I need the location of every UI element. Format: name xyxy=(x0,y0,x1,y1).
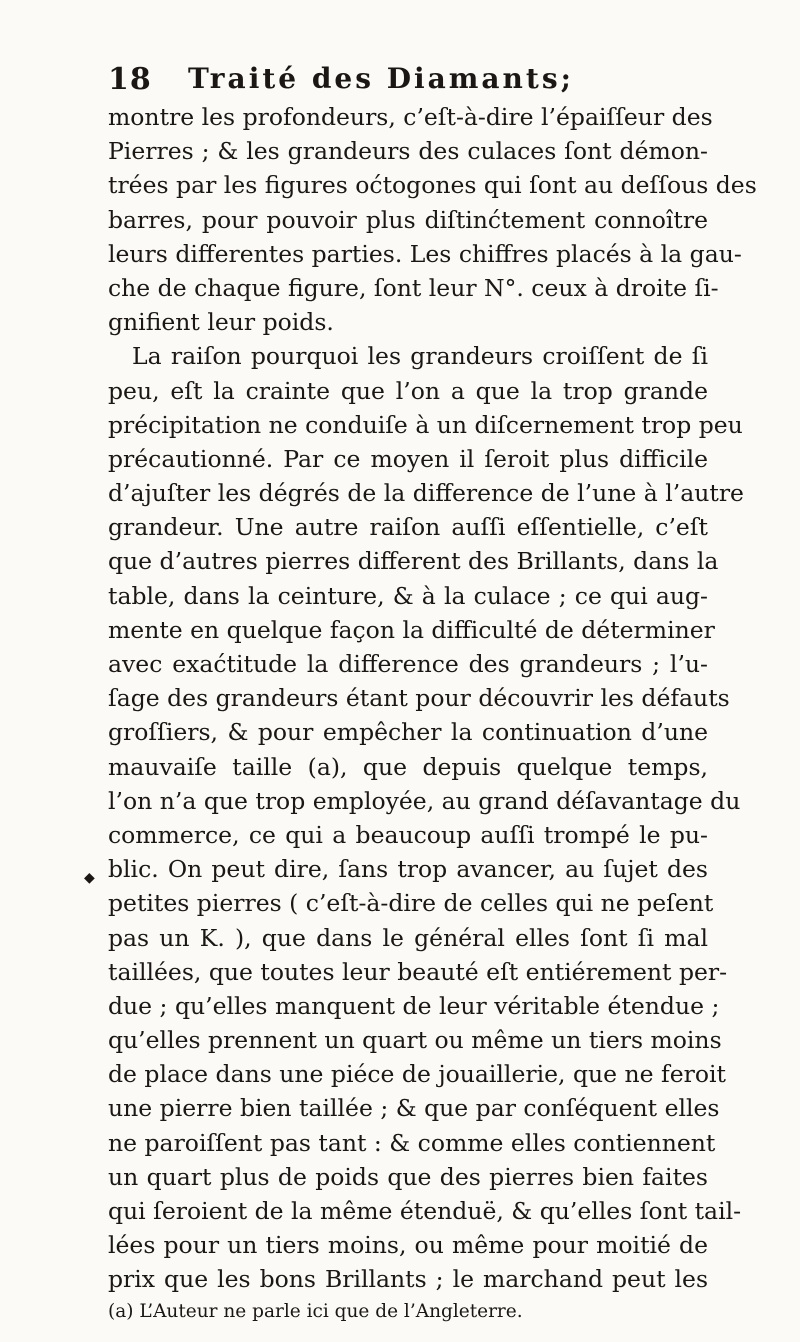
text-line: prix que les bons Brillants ; le marchand peut les xyxy=(108,1265,708,1294)
text-line: table, dans la ceinture, & à la culace ; ce qui aug- xyxy=(108,581,708,610)
text-line: l’on n’a que trop employée, au grand déſavantage du xyxy=(108,786,741,815)
text-line: montre les profondeurs, c’eſt-à-dire l’épaiſſeur des xyxy=(108,103,713,131)
text-line: une pierre bien taillée ; & que par conſéquent elles xyxy=(108,1094,720,1123)
text-line: un quart plus de poids que des pierres bien faites xyxy=(108,1162,708,1191)
text-line: blic. On peut dire, ſans trop avancer, au ſujet des xyxy=(108,855,708,884)
text-line: petites pierres ( c’eſt-à-dire de celles qui ne peſent xyxy=(108,889,714,918)
text-line: due ; qu’elles manquent de leur véritable étendue ; xyxy=(108,991,720,1020)
text-line: ne paroiſſent pas tant : & comme elles contiennent xyxy=(108,1128,716,1157)
text-line: mauvaiſe taille (a), que depuis quelque temps, xyxy=(108,752,708,781)
page-header xyxy=(108,62,668,102)
text-line: qu’elles prennent un quart ou même un tiers moins xyxy=(108,1026,722,1055)
text-line: gnifient leur poids. xyxy=(108,308,334,337)
text-line: pas un K. ), que dans le général elles ſont ſi mal xyxy=(108,923,708,952)
text-line: avec exaćtitude la difference des grandeurs ; l’u- xyxy=(108,650,708,678)
text-line: que d’autres pierres different des Brillants, dans la xyxy=(108,547,719,576)
text-line: groſſiers, & pour empêcher la continuation d’une xyxy=(108,718,708,747)
text-line: d’ajuſter les dégrés de la difference de l’une à l’autre xyxy=(108,479,744,508)
text-line: trées par les figures oćtogones qui ſont au deſſous des xyxy=(108,171,757,200)
text-line: Pierres ; & les grandeurs des culaces ſont démon- xyxy=(108,137,708,166)
footnote: (a) L’Auteur ne parle ici que de l’Angleterre. xyxy=(108,1300,523,1322)
page-number: 18 xyxy=(108,62,152,97)
margin-mark: ◆ xyxy=(84,870,95,886)
text-line: qui ſeroient de la même étenduë, & qu’elles ſont tail- xyxy=(108,1197,742,1225)
text-line: commerce, ce qui a beaucoup auſſi trompé le pu- xyxy=(108,820,708,849)
text-line: précautionné. Par ce moyen il ſeroit plus difficile xyxy=(108,444,708,473)
text-line: précipitation ne conduiſe à un diſcernement trop peu xyxy=(108,410,743,439)
text-line: taillées, que toutes leur beauté eſt entiérement per- xyxy=(108,957,728,986)
running-title: Traité des Diamants; xyxy=(188,62,574,95)
text-line: de place dans une piéce de jouaillerie, que ne feroit xyxy=(108,1060,726,1089)
text-line: ſage des grandeurs étant pour découvrir les défauts xyxy=(108,684,730,713)
body-text xyxy=(108,100,757,1327)
paragraph-start-line: La raiſon pourquoi les grandeurs croiſſent de ſi xyxy=(132,342,708,371)
text-line: grandeur. Une autre raiſon auſſi eſſentielle, c’eſt xyxy=(108,513,708,542)
text-line: barres, pour pouvoir plus diſtinćtement connoître xyxy=(108,205,708,234)
text-line: peu, eſt la crainte que l’on a que la trop grande xyxy=(108,376,708,405)
text-line: mente en quelque façon la difficulté de déterminer xyxy=(108,615,715,644)
text-line: leurs differentes parties. Les chiffres placés à la gau- xyxy=(108,239,742,268)
text-line: lées pour un tiers moins, ou même pour moitié de xyxy=(108,1231,708,1260)
text-line: che de chaque figure, ſont leur N°. ceux à droite ſi- xyxy=(108,273,719,302)
